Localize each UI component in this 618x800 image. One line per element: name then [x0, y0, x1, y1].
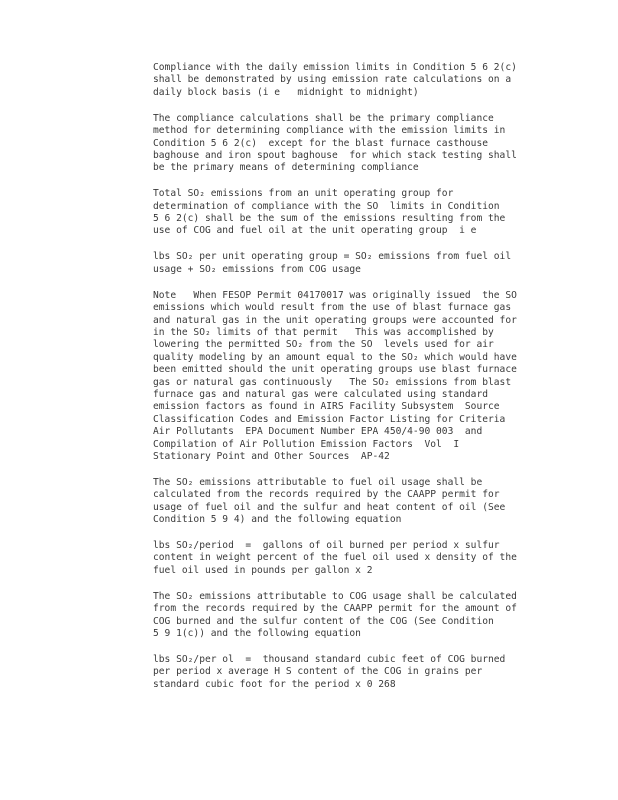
paragraph-note: Note When FESOP Permit 04170017 was originally issued the SO emissions which would result from the use of blast furnace gas and natural gas in the unit operating groups were accounted for in the SO₂ limits of that permit This was accomplished by lowering the permitted SO₂ from the SO levels used for air quality modeling by an amount equal to the SO₂ which would have been emitted should the unit operating groups use blast furnace gas or natural gas continuously The SO₂ emissions from blast furnace gas and natural gas were calculated using standard emission factors as found in AIRS Facility Subsystem Source Classification Codes and Emission Factor Listing for Criteria Air Pollutants EPA Document Number EPA 450/4-90 003 and Compilation of Air Pollution Emission Factors Vol I Stationary Point and Other Sources AP-42 — [153, 289, 517, 462]
paragraph-fuel-oil: The SO₂ emissions attributable to fuel oil usage shall be calculated from the records required by the CAAPP permit for usage of fuel oil and the sulfur and heat content of oil (See Condition 5 9 4) and the following equation — [153, 476, 506, 526]
equation-so2-per-group: lbs SO₂ per unit operating group = SO₂ emissions from fuel oil usage + SO₂ emissions from COG usage — [153, 251, 512, 275]
paragraph-cog: The SO₂ emissions attributable to COG usage shall be calculated from the records required by the CAAPP permit for the amount of COG burned and the sulfur content of the COG (See Condition 5 9 1(c)) and the following equation — [153, 590, 517, 639]
paragraph-compliance-calculations: The compliance calculations shall be the primary compliance method for determining compliance with the emission limits in Condition 5 6 2(c) except for the blast furnace casthouse baghouse and iron spout baghouse for which stack testing shall be the primary means of determining compliance — [153, 112, 517, 174]
equation-fuel-oil: lbs SO₂/period = gallons of oil burned per period x sulfur content in weight percent of the fuel oil used x density of the fuel oil used in pounds per gallon x 2 — [153, 540, 517, 576]
document-body — [153, 62, 593, 705]
paragraph-daily-compliance: Compliance with the daily emission limits in Condition 5 6 2(c) shall be demonstrated by using emission rate calculations on a daily block basis (i e midnight to midnight) — [153, 62, 517, 98]
paragraph-total-so2: Total SO₂ emissions from an unit operating group for determination of compliance with the SO limits in Condition 5 6 2(c) shall be the sum of the emissions resulting from the use of COG and fuel oil at the unit operating group i e — [153, 188, 506, 237]
equation-cog: lbs SO₂/per ol = thousand standard cubic feet of COG burned per period x average H S content of the COG in grains per standard cubic foot for the period x 0 268 — [153, 653, 506, 690]
